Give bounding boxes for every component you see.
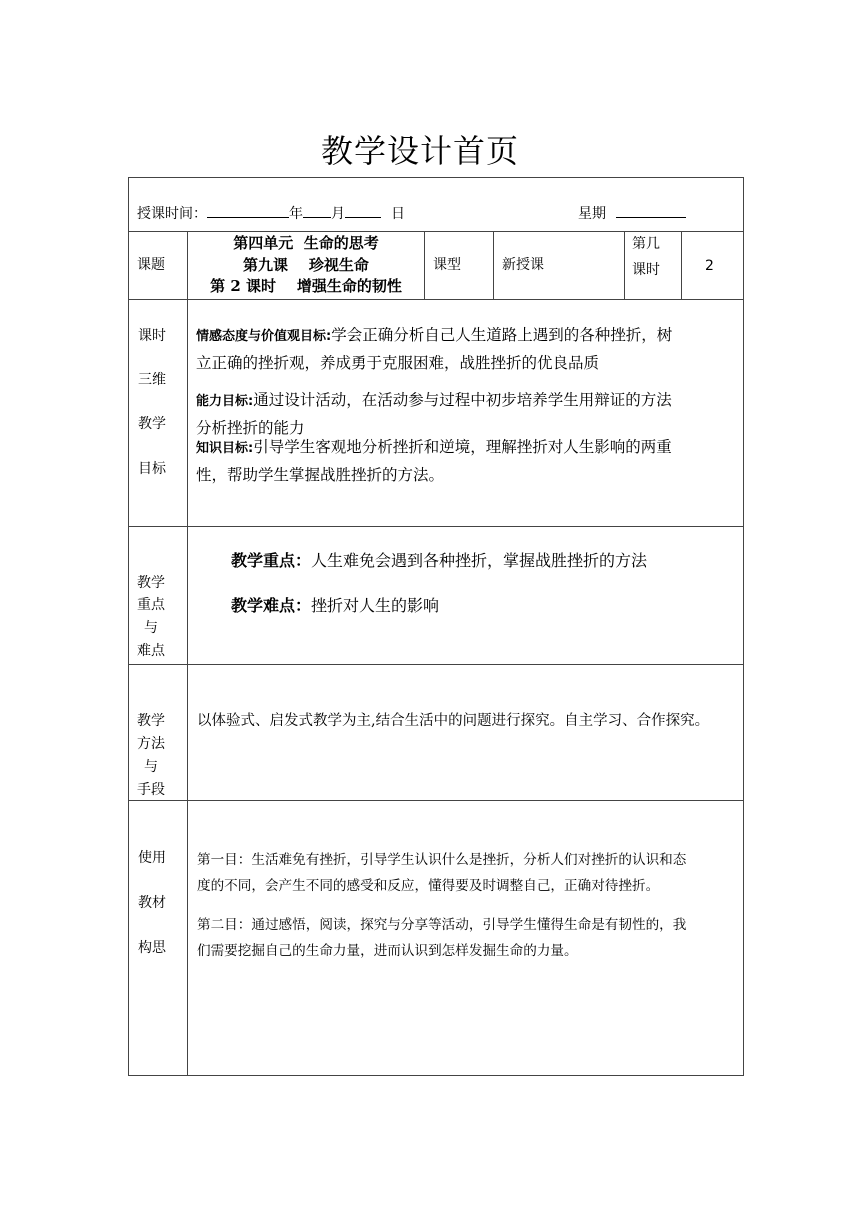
keypoints-label-3: 与 xyxy=(144,620,158,636)
row-divider xyxy=(128,526,744,527)
ability-objective-label: 能力目标: xyxy=(196,394,254,409)
month-blank xyxy=(303,203,331,218)
row-divider xyxy=(128,231,744,232)
column-divider xyxy=(187,231,188,1076)
row-divider xyxy=(128,800,744,801)
topic-label: 课题 xyxy=(137,257,165,273)
methods-label-3: 与 xyxy=(144,759,158,775)
key-point xyxy=(231,551,647,570)
materials-paragraph-2 xyxy=(197,912,742,964)
knowledge-objective-text-2: 性，帮助学生掌握战胜挫折的方法。 xyxy=(196,466,445,484)
column-divider xyxy=(424,231,425,299)
year-label: 年 xyxy=(289,206,303,222)
page-title: 教学设计首页 xyxy=(320,132,519,170)
lesson-title: 第九课 珍视生命 xyxy=(243,255,369,274)
materials-paragraph-1 xyxy=(197,847,742,899)
materials-paragraph-2-line-2: 们需要挖掘自己的生命力量，进而认识到怎样发掘生命的力量。 xyxy=(197,943,578,959)
methods-label-2: 方法 xyxy=(137,736,165,752)
keypoints-label-1: 教学 xyxy=(137,575,165,591)
period-label-line1: 第几 xyxy=(632,236,660,252)
keypoints-label-4: 难点 xyxy=(137,643,165,659)
ability-objective xyxy=(196,387,740,441)
objectives-label-3: 教学 xyxy=(138,416,166,432)
weekday-label: 星期 xyxy=(578,206,606,222)
materials-paragraph-1-line-2: 度的不同，会产生不同的感受和反应，懂得要及时调整自己，正确对待挫折。 xyxy=(197,878,660,894)
knowledge-objective xyxy=(196,434,740,488)
key-point-label: 教学重点： xyxy=(231,551,312,570)
ability-objective-text-2: 分析挫折的能力 xyxy=(196,419,305,437)
day-label: 日 xyxy=(391,206,405,222)
period-value: 2 xyxy=(705,258,714,274)
emotion-objective xyxy=(196,322,740,376)
topic-title xyxy=(188,233,424,298)
column-divider xyxy=(493,231,494,299)
objectives-label-1: 课时 xyxy=(138,328,166,344)
difficult-point-text: 挫折对人生的影响 xyxy=(311,596,440,615)
column-divider xyxy=(624,231,625,299)
keypoints-label-2: 重点 xyxy=(137,597,165,613)
unit-title: 第四单元 生命的思考 xyxy=(233,234,379,252)
period-label-line2: 课时 xyxy=(632,262,660,278)
year-blank xyxy=(207,203,289,218)
emotion-objective-label: 情感态度与价值观目标: xyxy=(196,329,332,344)
emotion-objective-text-2: 立正确的挫折观，养成勇于克服困难，战胜挫折的优良品质 xyxy=(196,354,600,372)
lesson-time-label: 授课时间： xyxy=(137,206,207,222)
lesson-time-row xyxy=(137,203,405,223)
methods-text: 以体验式、启发式教学为主,结合生活中的问题进行探究。自主学习、合作探究。 xyxy=(197,713,710,729)
materials-paragraph-1-line-1: 第一目：生活难免有挫折，引导学生认识什么是挫折，分析人们对挫折的认识和态 xyxy=(197,852,687,868)
period-title: 第 2 课时 增强生命的韧性 xyxy=(210,277,402,295)
emotion-objective-text-1: 学会正确分析自己人生道路上遇到的各种挫折，树 xyxy=(331,326,673,344)
difficult-point xyxy=(231,596,439,615)
weekday-row xyxy=(578,203,686,223)
ability-objective-text-1: 通过设计活动，在活动参与过程中初步培养学生用辩证的方法 xyxy=(253,391,672,409)
objectives-label-2: 三维 xyxy=(138,372,166,388)
materials-paragraph-2-line-1: 第二目：通过感悟，阅读，探究与分享等活动，引导学生懂得生命是有韧性的，我 xyxy=(197,917,687,933)
day-blank xyxy=(345,203,381,218)
difficult-point-label: 教学难点： xyxy=(231,596,312,615)
methods-label-4: 手段 xyxy=(137,782,165,798)
knowledge-objective-text-1: 引导学生客观地分析挫折和逆境，理解挫折对人生影响的两重 xyxy=(253,438,672,456)
materials-label-2: 教材 xyxy=(138,895,166,911)
methods-label-1: 教学 xyxy=(137,713,165,729)
objectives-label-4: 目标 xyxy=(138,461,166,477)
row-divider xyxy=(128,664,744,665)
key-point-text: 人生难免会遇到各种挫折，掌握战胜挫折的方法 xyxy=(311,551,648,570)
row-divider xyxy=(128,299,744,300)
weekday-blank xyxy=(616,203,686,218)
lesson-type-label: 课型 xyxy=(433,257,461,273)
knowledge-objective-label: 知识目标: xyxy=(196,441,254,456)
materials-label-1: 使用 xyxy=(138,850,166,866)
column-divider xyxy=(681,231,682,299)
lesson-type-value: 新授课 xyxy=(502,257,544,273)
materials-label-3: 构思 xyxy=(138,940,166,956)
month-label: 月 xyxy=(331,206,345,222)
